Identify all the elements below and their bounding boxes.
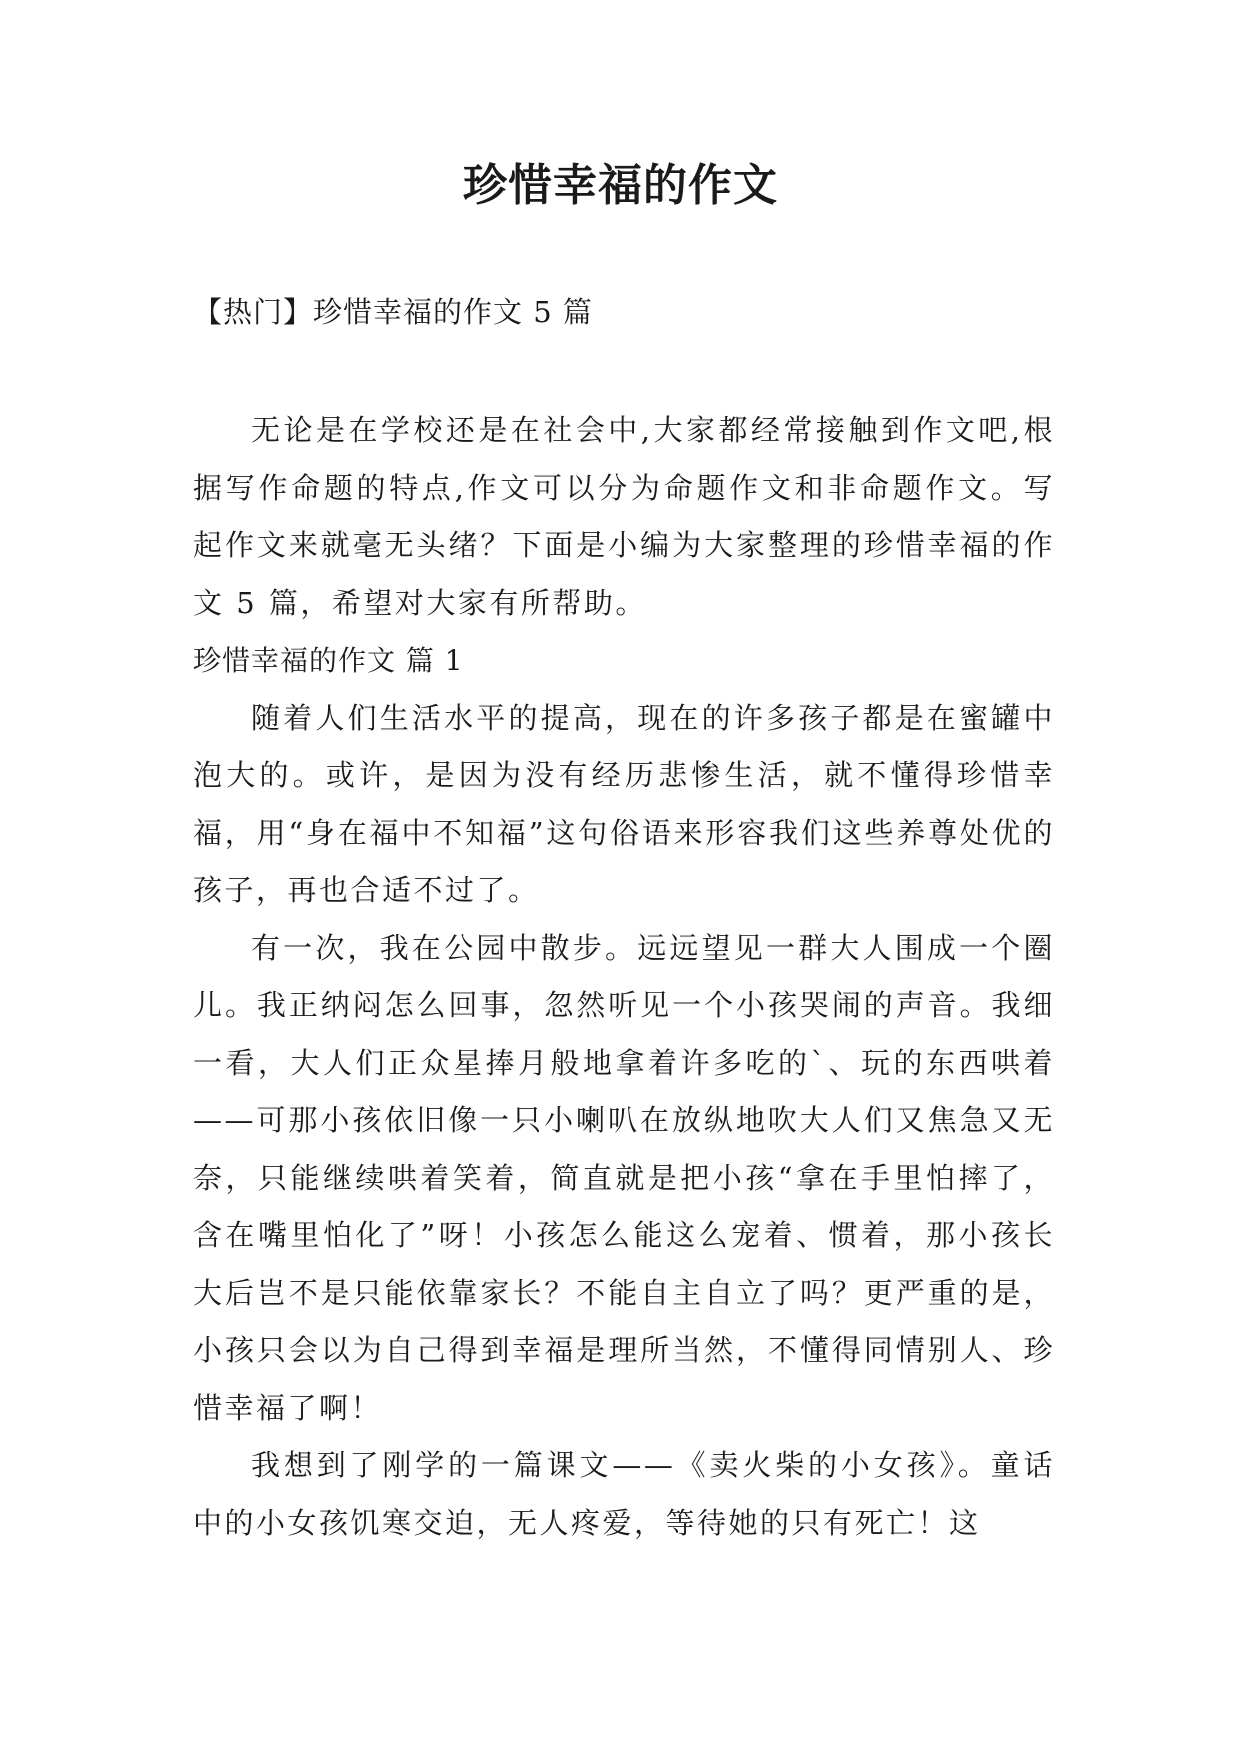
body-paragraph: 随着人们生活水平的提高，现在的许多孩子都是在蜜罐中泡大的。或许，是因为没有经历悲惨生活，就不懂得珍惜幸福，用“身在福中不知福”这句俗语来形容我们这些养尊处优的孩子，再也合适不过了。	[193, 700, 1055, 907]
document-subtitle: 【热门】珍惜幸福的作文 5 篇	[193, 295, 593, 329]
body-paragraph: 我想到了刚学的一篇课文——《卖火柴的小女孩》。童话中的小女孩饥寒交迫，无人疼爱，等待她的只有死亡！这	[193, 1448, 1055, 1540]
section-heading: 珍惜幸福的作文 篇 1	[193, 644, 464, 677]
intro-paragraph: 无论是在学校还是在社会中,大家都经常接触到作文吧,根据写作命题的特点,作文可以分为命题作文和非命题作文。写起作文来就毫无头绪？下面是小编为大家整理的珍惜幸福的作文 5 篇，希望对大家有所帮助。	[193, 413, 1055, 620]
document-title: 珍惜幸福的作文	[463, 160, 778, 211]
body-paragraph: 有一次，我在公园中散步。远远望见一群大人围成一个圈儿。我正纳闷怎么回事，忽然听见一个小孩哭闹的声音。我细一看，大人们正众星捧月般地拿着许多吃的`、玩的东西哄着——可那小孩依旧像一只小喇叭在放纵地吹大人们又焦急又无奈，只能继续哄着笑着，简直就是把小孩“拿在手里怕摔了，含在嘴里怕化了”呀！小孩怎么能这么宠着、惯着，那小孩长大后岂不是只能依靠家长？不能自主自立了吗？更严重的是，小孩只会以为自己得到幸福是理所当然，不懂得同情别人、珍惜幸福了啊！	[193, 930, 1055, 1425]
document-body	[193, 402, 1055, 1552]
